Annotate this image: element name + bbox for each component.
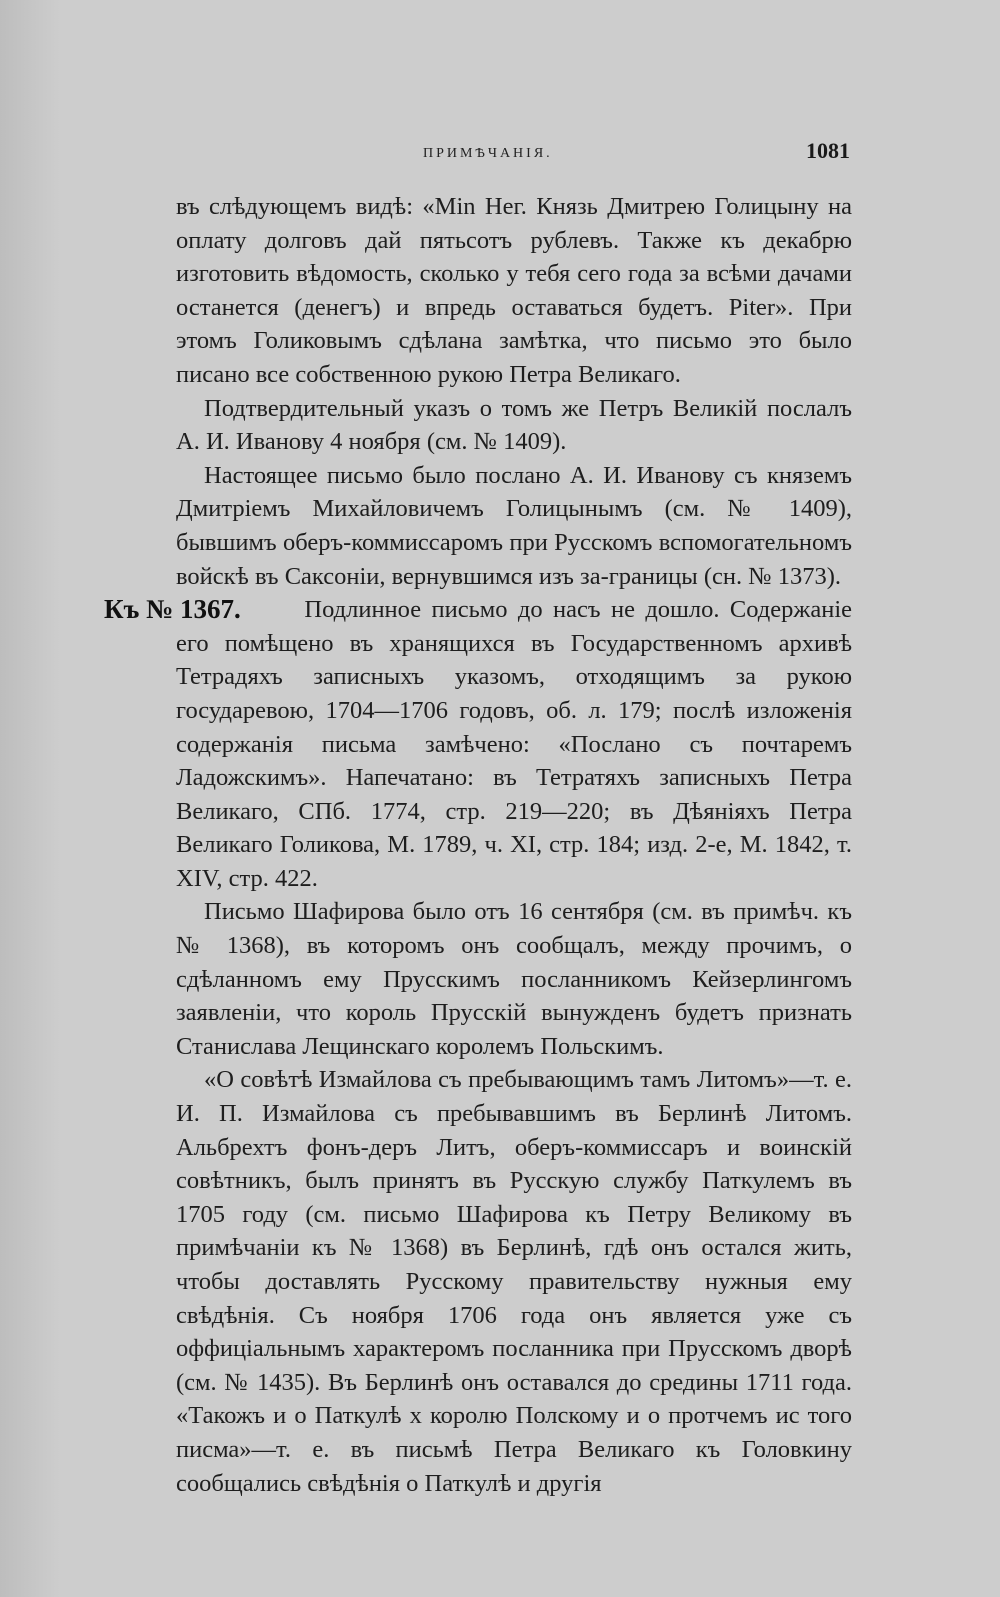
entry-1367: [104, 593, 852, 895]
paragraph-shafirov-letter: Письмо Шафирова было отъ 16 сентября (см. въ примѣч. къ № 1368), въ которомъ онъ сообщалъ, между прочимъ, о сдѣланномъ ему Прусскимъ посланникомъ Кейзерлингомъ заявленіи, что король Прусскій вынужденъ будетъ признать Станислава Лещинскаго королемъ Польскимъ.: [176, 898, 852, 1060]
paragraph-letter-sent: Настоящее письмо было послано А. И. Иванову съ княземъ Дмитріемъ Михайловичемъ Голицынымъ (см. № 1409), бывшимъ оберъ-коммиссаромъ при Русскомъ вспомогательномъ войскѣ въ Саксоніи, вернувшимся изъ за-границы (сн. № 1373).: [176, 461, 852, 590]
page-number: 1081: [806, 138, 850, 163]
paragraph-confirmation-decree: Подтвердительный указъ о томъ же Петръ Великій послалъ А. И. Иванову 4 ноября (см. № 1409).: [176, 394, 852, 456]
paragraph-izmailov-lit: «О совѣтѣ Измайлова съ пребывающимъ тамъ Литомъ»—т. е. И. П. Измайлова съ пребывавшимъ въ Берлинѣ Литомъ. Альбрехтъ фонъ-деръ Литъ, оберъ-коммиссаръ и воинскій совѣтникъ, былъ принятъ въ Русскую службу Паткулемъ въ 1705 году (см. письмо Шафирова къ Петру Великому въ примѣчаніи къ № 1368) въ Берлинѣ, гдѣ онъ остался жить, чтобы доставлять Русскому правительству нужныя ему свѣдѣнія. Съ ноября 1706 года онъ является уже съ оффиціальнымъ характеромъ посланника при Прусскомъ дворѣ (см. № 1435). Въ Берлинѣ онъ оставался до средины 1711 года. «Такожъ и о Паткулѣ х королю Полскому и о протчемъ ис того писма»—т. е. въ письмѣ Петра Великаго къ Головкину сообщались свѣдѣнія о Паткулѣ и другія: [176, 1066, 852, 1497]
page-body: [104, 190, 852, 1500]
running-title: ПРИМѢЧАНІЯ.: [423, 146, 553, 161]
page-header: [170, 138, 850, 178]
entry-label: Къ № 1367.: [104, 594, 241, 625]
entry-1367-text: Подлинное письмо до насъ не дошло. Содержаніе его помѣщено въ хранящихся въ Государственномъ архивѣ Тетрадяхъ записныхъ указомъ, отходящимъ за рукою государевою, 1704—1706 годовъ, об. л. 179; послѣ изложенія содержанія письма замѣчено: «Послано съ почтаремъ Ладожскимъ». Напечатано: въ Тетратяхъ записныхъ Петра Великаго, СПб. 1774, стр. 219—220; въ Дѣяніяхъ Петра Великаго Голикова, М. 1789, ч. XI, стр. 184; изд. 2-е, М. 1842, т. XIV, стр. 422.: [176, 596, 852, 892]
page-gutter-shadow: [0, 0, 60, 1597]
paragraph-continuation: въ слѣдующемъ видѣ: «Min Heг. Князь Дмитрею Голицыну на оплату долговъ дай пятьсотъ рублевъ. Также къ декабрю изготовить вѣдомость, сколько у тебя сего года за всѣми дачами останется (денегъ) и впредь оставаться будетъ. Piter». При этомъ Голиковымъ сдѣлана замѣтка, что письмо это было писано все собственною рукою Петра Великаго.: [176, 193, 852, 388]
